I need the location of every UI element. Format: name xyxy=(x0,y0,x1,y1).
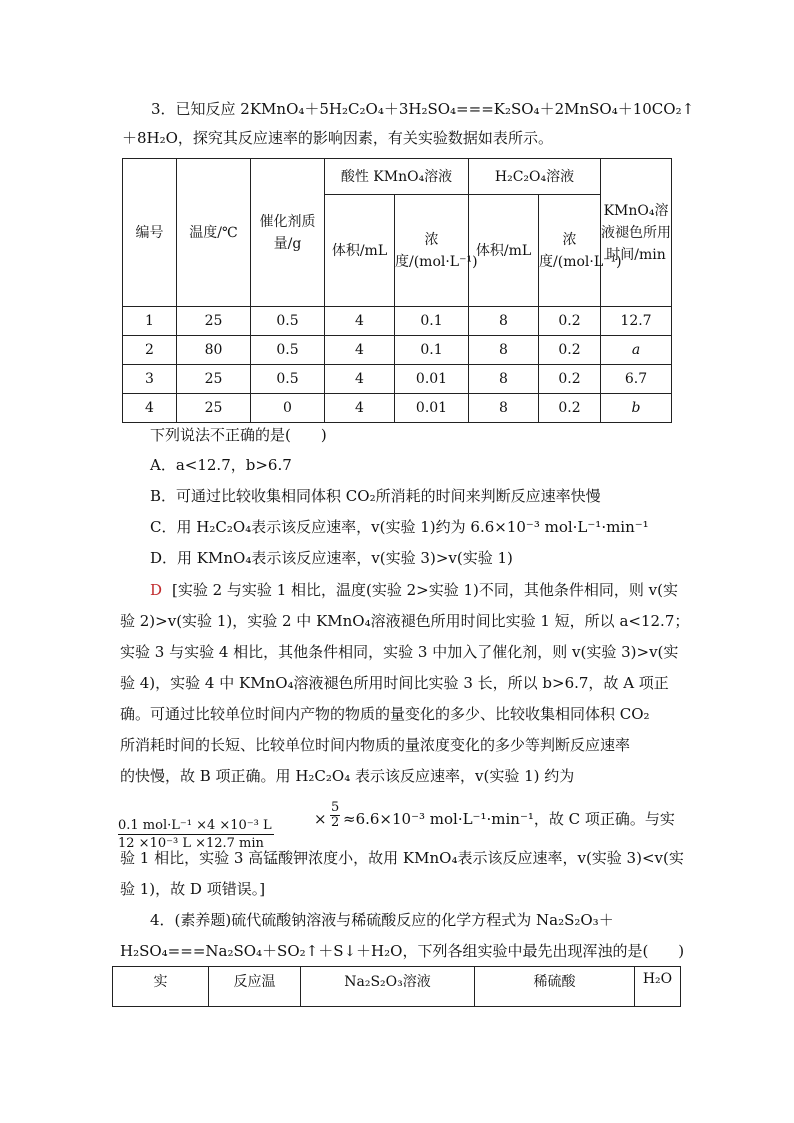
table-cell: 4 xyxy=(325,365,395,394)
table-cell: 0.1 xyxy=(395,307,469,336)
table-cell: 12.7 xyxy=(601,307,672,336)
q3-data-table xyxy=(122,158,672,423)
table-cell: 0.01 xyxy=(395,394,469,423)
explanation-line3: 实验 3 与实验 4 相比，其他条件相同，实验 3 中加入了催化剂，则 v(实验 3)>v(实 xyxy=(120,643,679,661)
header-catalyst: 催化剂质量/g xyxy=(251,159,325,307)
table-cell: 25 xyxy=(177,307,251,336)
table-cell: 4 xyxy=(325,336,395,365)
header-h2c2o4-volume: 体积/mL xyxy=(469,195,539,307)
header-kmno4-group: 酸性 KMnO₄溶液 xyxy=(325,159,469,195)
q4-header-cell: Na₂S₂O₃溶液 xyxy=(301,967,475,1007)
ratio-numerator: 5 xyxy=(331,800,340,815)
explanation-line2: 验 2)>v(实验 1)，实验 2 中 KMnO₄溶液褪色所用时间比实验 1 短，所以 a<12.7； xyxy=(120,612,690,630)
option-b: B．可通过比较收集相同体积 CO₂所消耗的时间来判断反应速率快慢 xyxy=(150,487,601,505)
fraction-numerator: 0.1 mol·L⁻¹ ×4 ×10⁻³ L xyxy=(118,818,272,833)
q3-stem: 下列说法不正确的是( ) xyxy=(150,426,327,444)
header-h2c2o4-concentration: 浓度/(mol·L⁻¹) xyxy=(539,195,601,307)
explanation-line10: 验 1)，故 D 项错误。] xyxy=(120,880,266,898)
table-cell: 0.1 xyxy=(395,336,469,365)
q4-title-line1: 4．(素养题)硫代硫酸钠溶液与稀硫酸反应的化学方程式为 Na₂S₂O₃＋ xyxy=(150,911,614,929)
table-cell: 80 xyxy=(177,336,251,365)
table-cell: 25 xyxy=(177,394,251,423)
q4-header-cell: 反应温 xyxy=(209,967,301,1007)
table-cell: b xyxy=(601,394,672,423)
option-a: A．a<12.7，b>6.7 xyxy=(150,456,292,474)
explanation-line4: 验 4)，实验 4 中 KMnO₄溶液褪色所用时间比实验 3 长，所以 b>6.7，故 A 项正 xyxy=(120,674,669,692)
table-cell: 0.5 xyxy=(251,365,325,394)
multiply-sign: × xyxy=(314,810,327,828)
table-cell: 4 xyxy=(325,394,395,423)
rate-fraction xyxy=(118,818,274,851)
q3-title-line1: 3．已知反应 2KMnO₄＋5H₂C₂O₄＋3H₂SO₄===K₂SO₄＋2MnSO₄＋10CO₂↑ xyxy=(151,100,695,118)
q4-header-cell: H₂O xyxy=(635,967,681,1007)
explanation-line5: 确。可通过比较单位时间内产物的物质的量变化的多少、比较收集相同体积 CO₂ xyxy=(120,705,650,723)
table-cell: 1 xyxy=(123,307,177,336)
explanation-line7: 的快慢，故 B 项正确。用 H₂C₂O₄ 表示该反应速率，v(实验 1) 约为 xyxy=(120,767,575,785)
q3-title-line2: ＋8H₂O，探究其反应速率的影响因素，有关实验数据如表所示。 xyxy=(122,129,553,147)
header-time: KMnO₄溶液褪色所用时间/min xyxy=(601,159,672,307)
table-cell: 8 xyxy=(469,365,539,394)
table-cell: a xyxy=(601,336,672,365)
q4-header-cell: 实 xyxy=(113,967,209,1007)
table-cell: 0.2 xyxy=(539,365,601,394)
table-cell: 0.2 xyxy=(539,336,601,365)
header-temperature: 温度/℃ xyxy=(177,159,251,307)
table-cell: 25 xyxy=(177,365,251,394)
table-cell: 8 xyxy=(469,394,539,423)
explanation-line1: [实验 2 与实验 1 相比，温度(实验 2>实验 1)不同，其他条件相同，则 v(实 xyxy=(172,581,679,599)
q4-data-table xyxy=(112,966,681,1007)
option-c: C．用 H₂C₂O₄表示该反应速率，v(实验 1)约为 6.6×10⁻³ mol·L⁻¹·min⁻¹ xyxy=(150,518,649,536)
table-cell: 3 xyxy=(123,365,177,394)
ratio-denominator: 2 xyxy=(331,815,340,830)
table-cell: 0.2 xyxy=(539,394,601,423)
explanation-line6: 所消耗时间的长短、比较单位时间内物质的量浓度变化的多少等判断反应速率 xyxy=(120,736,631,754)
q4-header-cell: 稀硫酸 xyxy=(475,967,635,1007)
fraction-denominator: 12 ×10⁻³ L ×12.7 min xyxy=(118,836,264,851)
table-cell: 0.5 xyxy=(251,307,325,336)
ratio-fraction xyxy=(330,801,340,830)
option-d: D．用 KMnO₄表示该反应速率，v(实验 3)>v(实验 1) xyxy=(150,549,513,567)
table-cell: 8 xyxy=(469,307,539,336)
header-h2c2o4-group: H₂C₂O₄溶液 xyxy=(469,159,601,195)
explanation-line9: 验 1 相比，实验 3 高锰酸钾浓度小，故用 KMnO₄表示该反应速率，v(实验 3)<v(实 xyxy=(120,849,684,867)
header-number: 编号 xyxy=(123,159,177,307)
table-cell: 4 xyxy=(325,307,395,336)
table-cell: 0.5 xyxy=(251,336,325,365)
table-cell: 2 xyxy=(123,336,177,365)
table-cell: 0.2 xyxy=(539,307,601,336)
table-cell: 8 xyxy=(469,336,539,365)
explanation-line8: ≈6.6×10⁻³ mol·L⁻¹·min⁻¹，故 C 项正确。与实 xyxy=(343,810,675,828)
q4-title-line2: H₂SO₄===Na₂SO₄＋SO₂↑＋S↓＋H₂O，下列各组实验中最先出现浑浊的是( ) xyxy=(120,942,685,960)
table-cell: 6.7 xyxy=(601,365,672,394)
header-kmno4-concentration: 浓度/(mol·L⁻¹) xyxy=(395,195,469,307)
table-cell: 0.01 xyxy=(395,365,469,394)
header-kmno4-volume: 体积/mL xyxy=(325,195,395,307)
table-cell: 4 xyxy=(123,394,177,423)
table-cell: 0 xyxy=(251,394,325,423)
answer-letter: D xyxy=(150,581,163,599)
